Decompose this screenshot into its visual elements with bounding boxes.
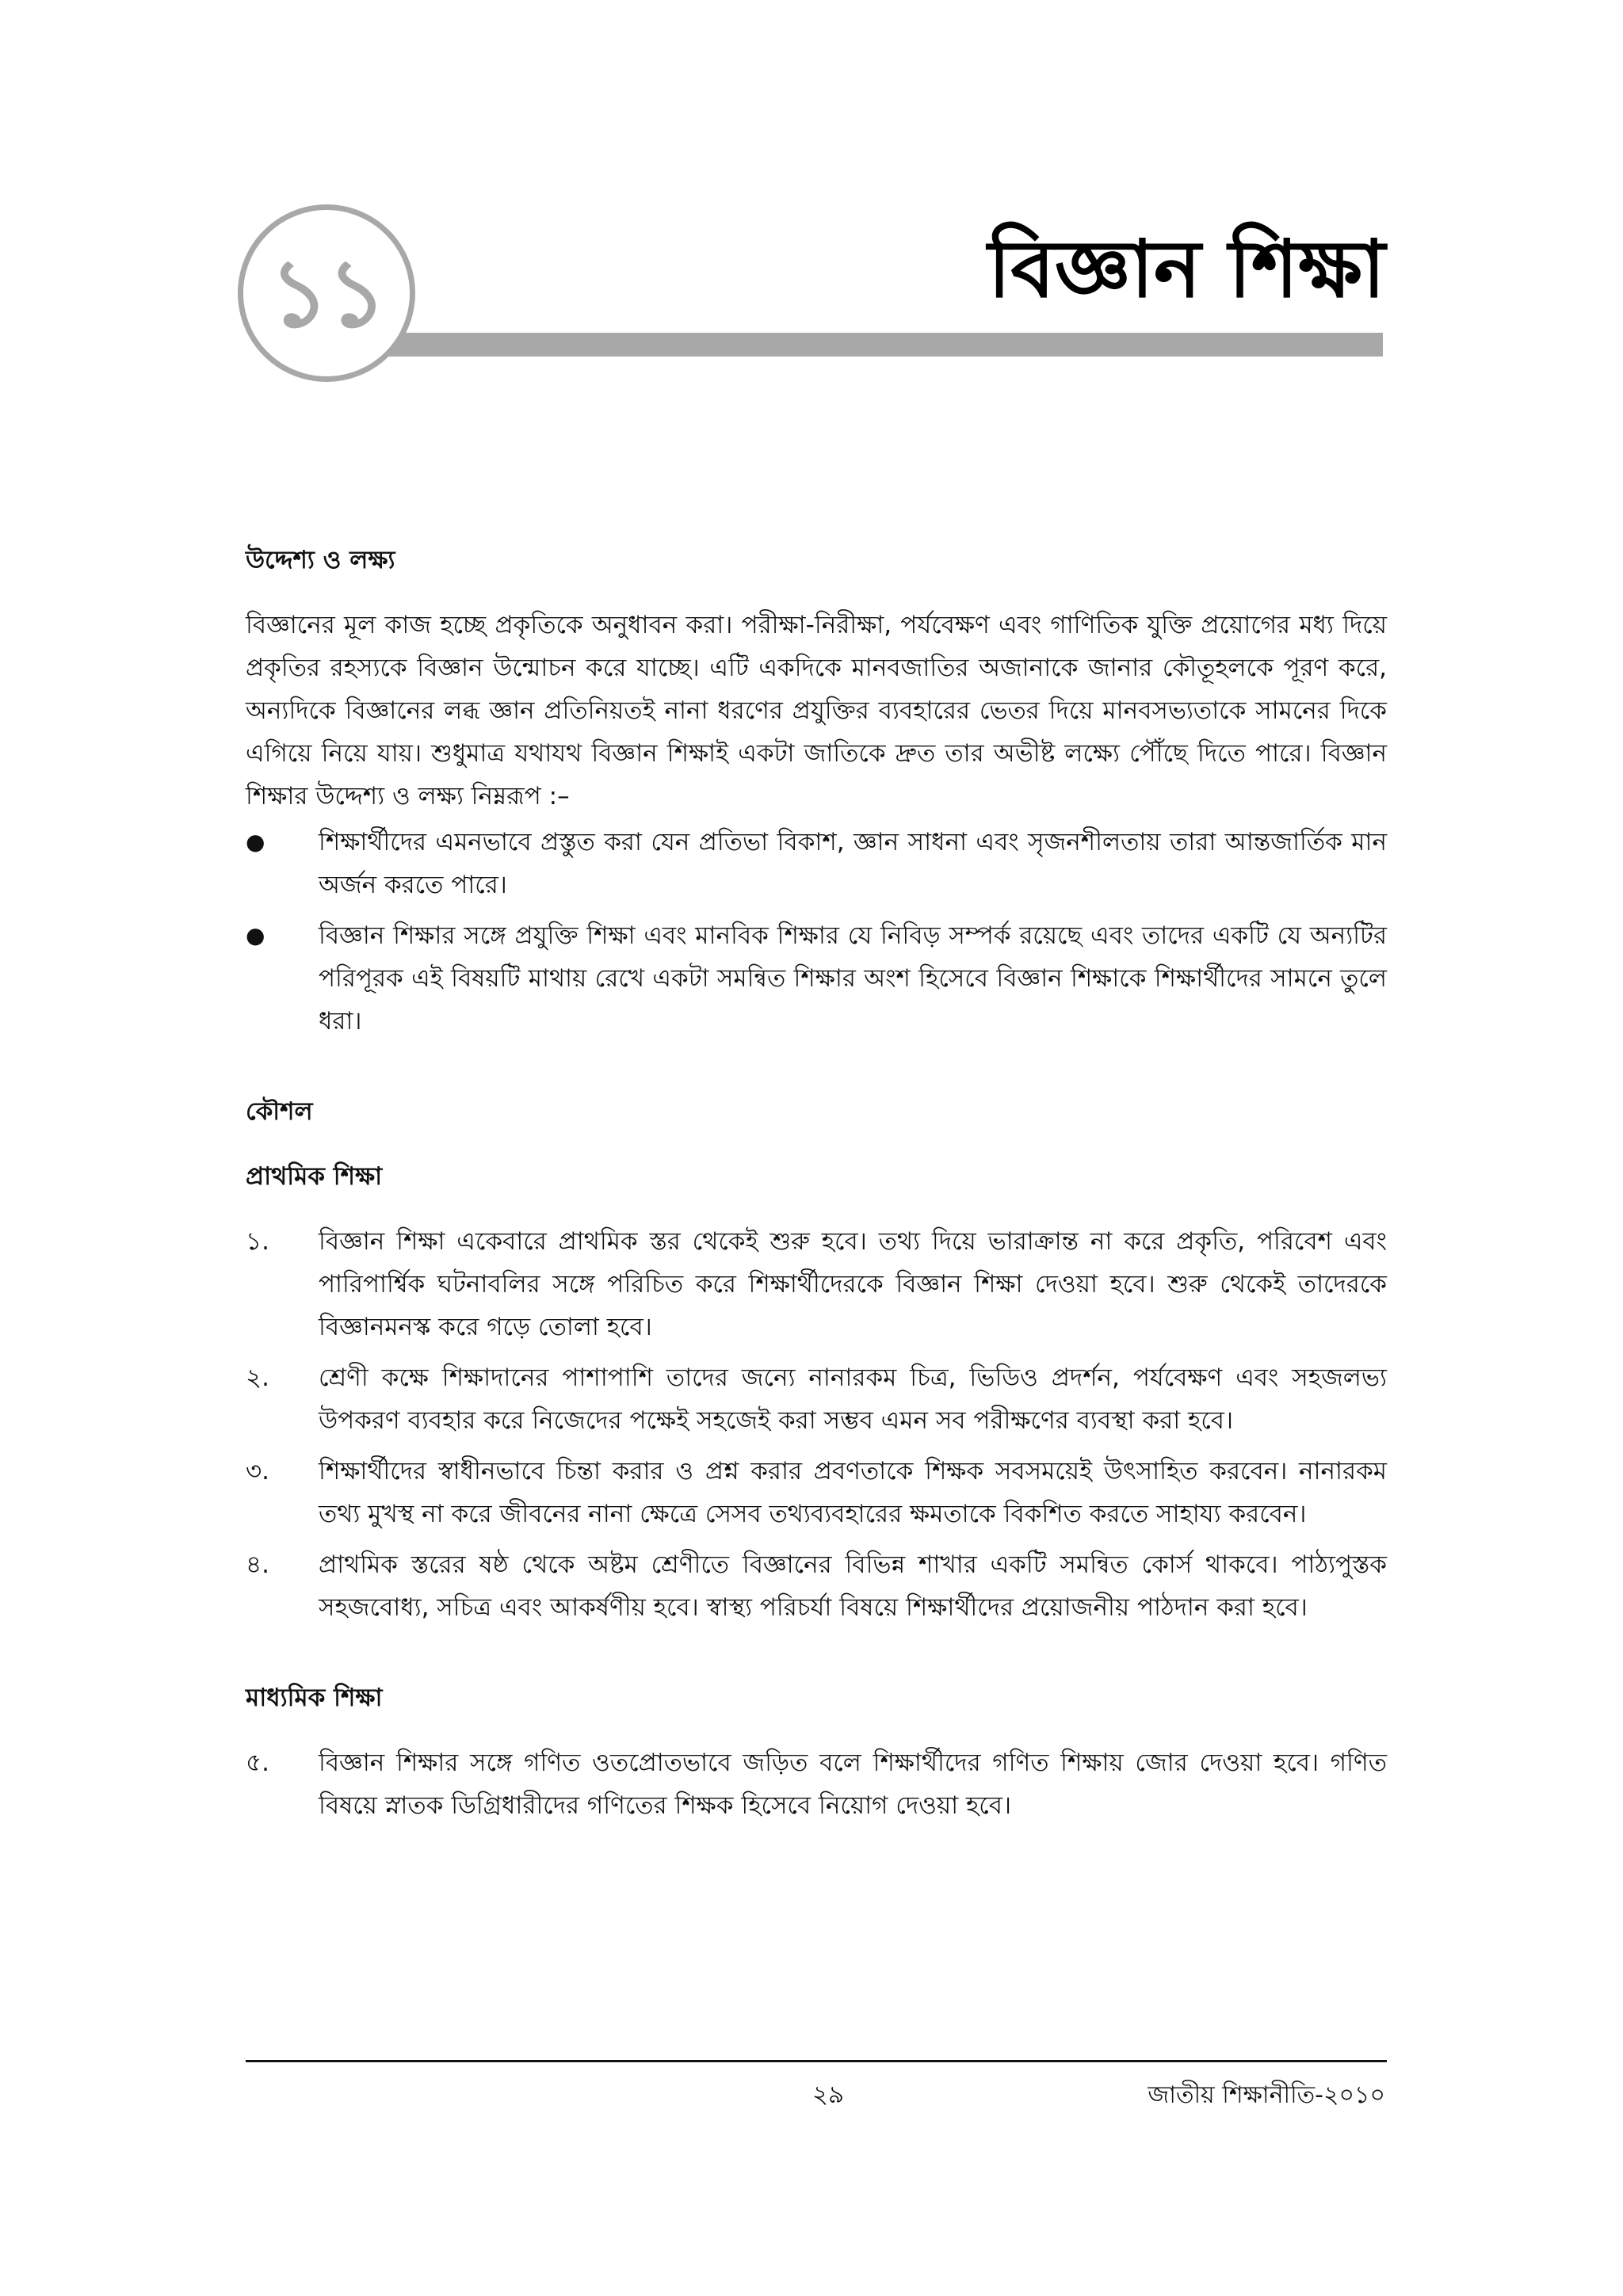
secondary-list bbox=[246, 1741, 1387, 1827]
primary-list bbox=[246, 1220, 1387, 1629]
item-number: ২. bbox=[246, 1363, 270, 1392]
bullet-icon: ● bbox=[246, 922, 265, 948]
aims-paragraph: বিজ্ঞানের মূল কাজ হচ্ছে প্রকৃতিকে অনুধাবন করা। পরীক্ষা-নিরীক্ষা, পর্যবেক্ষণ এবং গাণিতিক যুক্তি প্রয়োগের মধ্য দিয়ে প্রকৃতির রহস্যকে বিজ্ঞান উন্মোচন করে যাচ্ছে। এটি একদিকে মানবজাতির অজানাকে জানার কৌতূহলকে পূরণ করে, অন্যদিকে বিজ্ঞানের লব্ধ জ্ঞান প্রতিনিয়তই নানা ধরণের প্রযুক্তির ব্যবহারের ভেতর দিয়ে মানবসভ্যতাকে সামনের দিকে এগিয়ে নিয়ে যায়। শুধুমাত্র যথাযথ বিজ্ঞান শিক্ষাই একটা জাতিকে দ্রুত তার অভীষ্ট লক্ষ্যে পৌঁছে দিতে পারে। বিজ্ঞান শিক্ষার উদ্দেশ্য ও লক্ষ্য নিম্নরূপ :– bbox=[246, 611, 1387, 810]
list-item bbox=[246, 1741, 1387, 1827]
chapter-header bbox=[0, 0, 1623, 444]
chapter-number: ১১ bbox=[269, 238, 384, 348]
item-text: বিজ্ঞান শিক্ষা একেবারে প্রাথমিক স্তর থেকেই শুরু হবে। তথ্য দিয়ে ভারাক্রান্ত না করে প্রকৃতি, পরিবেশ এবং পারিপার্শ্বিক ঘটনাবলির সঙ্গে পরিচিত করে শিক্ষার্থীদেরকে বিজ্ঞান শিক্ষা দেওয়া হবে। শুরু থেকেই তাদেরকে বিজ্ঞানমনস্ক করে গড়ে তোলা হবে। bbox=[319, 1227, 1387, 1341]
footer-divider bbox=[246, 2060, 1387, 2062]
bullet-text: বিজ্ঞান শিক্ষার সঙ্গে প্রযুক্তি শিক্ষা এবং মানবিক শিক্ষার যে নিবিড় সম্পর্ক রয়েছে এবং তাদের একটি যে অন্যটির পরিপূরক এই বিষয়টি মাথায় রেখে একটা সমন্বিত শিক্ষার অংশ হিসেবে বিজ্ঞান শিক্ষাকে শিক্ষার্থীদের সামনে তুলে ধরা। bbox=[319, 921, 1387, 1035]
section-heading-strategy: কৌশল bbox=[246, 1097, 313, 1126]
list-item bbox=[246, 1220, 1387, 1348]
page-content bbox=[246, 539, 1387, 1835]
item-text: শ্রেণী কক্ষে শিক্ষাদানের পাশাপাশি তাদের জন্যে নানারকম চিত্র, ভিডিও প্রদর্শন, পর্যবেক্ষণ এবং সহজলভ্য উপকরণ ব্যবহার করে নিজেদের পক্ষেই সহজেই করা সম্ভব এমন সব পরীক্ষণের ব্যবস্থা করা হবে। bbox=[319, 1363, 1387, 1435]
item-text: প্রাথমিক স্তরের ষষ্ঠ থেকে অষ্টম শ্রেণীতে বিজ্ঞানের বিভিন্ন শাখার একটি সমন্বিত কোর্স থাকবে। পাঠ্যপুস্তক সহজবোধ্য, সচিত্র এবং আকর্ষণীয় হবে। স্বাস্থ্য পরিচর্যা বিষয়ে শিক্ষার্থীদের প্রয়োজনীয় পাঠদান করা হবে। bbox=[319, 1550, 1387, 1622]
item-text: বিজ্ঞান শিক্ষার সঙ্গে গণিত ওতপ্রোতভাবে জড়িত বলে শিক্ষার্থীদের গণিত শিক্ষায় জোর দেওয়া হবে। গণিত বিষয়ে স্নাতক ডিগ্রিধারীদের গণিতের শিক্ষক হিসেবে নিয়োগ দেওয়া হবে। bbox=[319, 1749, 1387, 1820]
item-text: শিক্ষার্থীদের স্বাধীনভাবে চিন্তা করার ও প্রশ্ন করার প্রবণতাকে শিক্ষক সবসময়েই উৎসাহিত করবেন। নানারকম তথ্য মুখস্থ না করে জীবনের নানা ক্ষেত্রে সেসব তথ্যব্যবহারের ক্ষমতাকে বিকশিত করতে সাহায্য করবেন। bbox=[319, 1457, 1387, 1528]
chapter-title: বিজ্ঞান শিক্ষা bbox=[987, 223, 1385, 315]
list-item bbox=[246, 1450, 1387, 1535]
item-number: ১. bbox=[246, 1227, 269, 1256]
list-item bbox=[246, 1356, 1387, 1442]
subsection-heading-primary: প্রাথমিক শিক্ষা bbox=[246, 1162, 383, 1191]
item-number: ৩. bbox=[246, 1457, 270, 1486]
subsection-heading-secondary: মাধ্যমিক শিক্ষা bbox=[246, 1684, 383, 1712]
list-item bbox=[246, 1543, 1387, 1629]
section-heading-aims: উদ্দেশ্য ও লক্ষ্য bbox=[246, 546, 395, 574]
page-number: ২৯ bbox=[812, 2081, 845, 2109]
footer-document-name: জাতীয় শিক্ষানীতি-২০১০ bbox=[1148, 2081, 1385, 2109]
chapter-number-circle bbox=[238, 204, 415, 382]
list-item bbox=[246, 821, 1387, 906]
item-number: ৫. bbox=[246, 1749, 269, 1777]
item-number: ৪. bbox=[246, 1550, 269, 1579]
bullet-text: শিক্ষার্থীদের এমনভাবে প্রস্তুত করা যেন প্রতিভা বিকাশ, জ্ঞান সাধনা এবং সৃজনশীলতায় তারা আন্তজার্তিক মান অর্জন করতে পারে। bbox=[319, 828, 1387, 899]
aims-bullet-list bbox=[246, 821, 1387, 1043]
chapter-title-bar bbox=[333, 333, 1383, 357]
list-item bbox=[246, 914, 1387, 1043]
bullet-icon: ● bbox=[246, 829, 265, 855]
